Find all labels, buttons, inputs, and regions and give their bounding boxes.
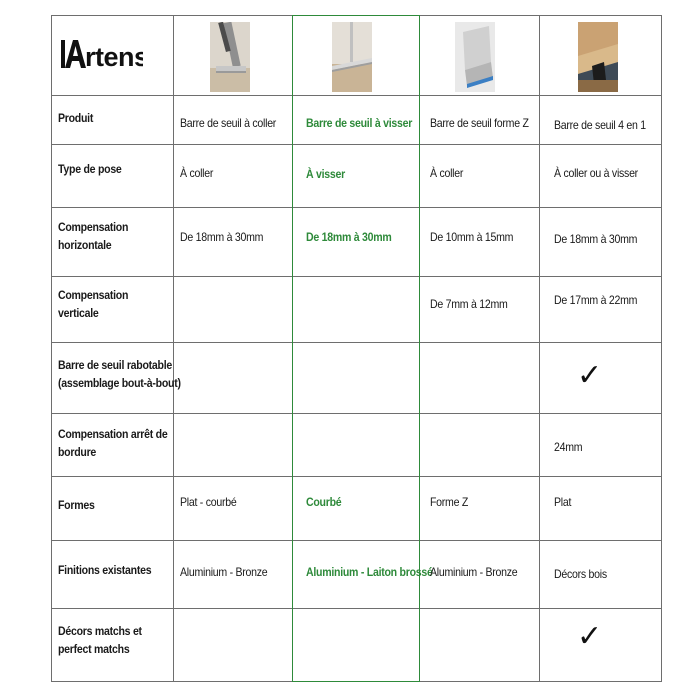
row-label-line: Compensation: [58, 220, 129, 234]
svg-text:rtens: rtens: [85, 42, 143, 71]
table-rule: [292, 15, 293, 682]
row-label: Finitions existantes: [58, 563, 152, 577]
row-label-line: Compensation arrêt de: [58, 427, 168, 441]
table-cell: À coller: [180, 166, 214, 180]
table-cell: Barre de seuil à visser: [306, 116, 413, 130]
table-cell: À coller ou à visser: [554, 166, 638, 180]
table-rule: [51, 476, 662, 477]
row-label: Formes: [58, 498, 95, 512]
row-label-line: Compensation: [58, 288, 129, 302]
product-image-z-threshold: [455, 22, 495, 92]
row-label-line: Décors matchs et: [58, 624, 142, 638]
table-cell: Aluminium - Bronze: [430, 565, 518, 579]
table-cell: De 7mm à 12mm: [430, 297, 508, 311]
table-rule: [51, 608, 662, 609]
table-rule: [661, 15, 662, 682]
artens-logo-mark: [61, 37, 143, 71]
table-rule: [51, 144, 662, 145]
table-rule: [419, 15, 420, 682]
table-cell: Forme Z: [430, 495, 469, 509]
table-cell: Courbé: [306, 495, 342, 509]
row-label-line: verticale: [58, 306, 99, 320]
table-rule: [51, 15, 52, 682]
row-label: Type de pose: [58, 162, 122, 176]
table-cell: Aluminium - Bronze: [180, 565, 268, 579]
table-cell: À visser: [306, 167, 345, 181]
table-rule: [51, 207, 662, 208]
artens-logo: [61, 37, 143, 79]
product-image-screw-threshold: [332, 22, 372, 92]
row-label-line: Barre de seuil rabotable: [58, 358, 172, 372]
table-cell: Barre de seuil forme Z: [430, 116, 529, 130]
table-rule: [51, 95, 662, 96]
product-image-glue-threshold: [210, 22, 250, 92]
table-rule: [51, 276, 662, 277]
table-rule: [51, 15, 662, 16]
table-cell: Aluminium - Laiton brossé: [306, 565, 433, 579]
table-cell: De 17mm à 22mm: [554, 293, 638, 307]
table-cell: De 18mm à 30mm: [554, 232, 638, 246]
table-rule: [51, 681, 662, 682]
table-cell: Barre de seuil à coller: [180, 116, 277, 130]
table-rule: [51, 342, 662, 343]
row-label-line: (assemblage bout-à-bout): [58, 376, 181, 390]
product-image-4in1-threshold: [578, 22, 618, 92]
table-rule: [51, 413, 662, 414]
check-mark-icon: ✓: [577, 359, 603, 392]
table-rule: [51, 540, 662, 541]
table-cell: Plat - courbé: [180, 495, 237, 509]
comparison-table: [51, 15, 662, 682]
row-label-line: bordure: [58, 445, 97, 459]
table-cell: De 18mm à 30mm: [180, 230, 264, 244]
table-cell: Barre de seuil 4 en 1: [554, 118, 646, 132]
table-cell: Décors bois: [554, 567, 607, 581]
table-cell: De 10mm à 15mm: [430, 230, 514, 244]
table-rule: [173, 15, 174, 682]
table-cell: 24mm: [554, 440, 583, 454]
check-mark-icon: ✓: [577, 620, 603, 653]
table-cell: À coller: [430, 166, 464, 180]
table-cell: De 18mm à 30mm: [306, 230, 392, 244]
table-rule: [539, 15, 540, 682]
row-label-line: horizontale: [58, 238, 112, 252]
row-label-line: perfect matchs: [58, 642, 130, 656]
row-label: Produit: [58, 111, 94, 125]
table-cell: Plat: [554, 495, 572, 509]
